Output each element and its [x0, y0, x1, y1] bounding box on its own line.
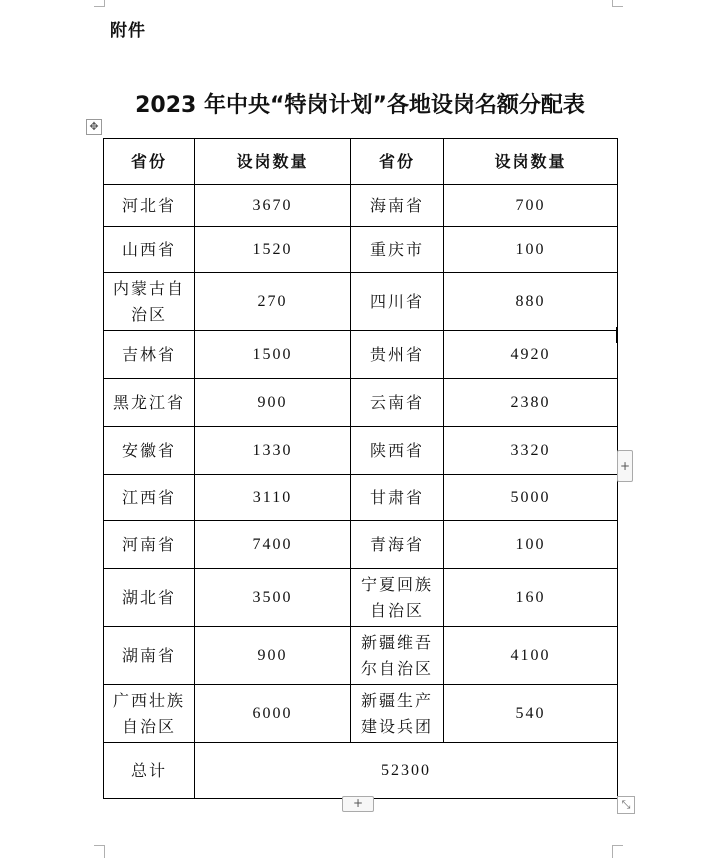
province-cell: 河北省	[104, 185, 195, 227]
header-quota-1: 设岗数量	[195, 139, 351, 185]
province-cell: 甘肃省	[351, 475, 444, 521]
quota-cell: 160	[444, 569, 618, 627]
quota-cell: 2380	[444, 379, 618, 427]
quota-cell: 1330	[195, 427, 351, 475]
quota-cell: 4920	[444, 331, 618, 379]
province-cell: 河南省	[104, 521, 195, 569]
quota-cell: 1520	[195, 227, 351, 273]
province-cell: 贵州省	[351, 331, 444, 379]
province-cell: 云南省	[351, 379, 444, 427]
province-cell: 海南省	[351, 185, 444, 227]
header-province-2: 省份	[351, 139, 444, 185]
province-cell: 四川省	[351, 273, 444, 331]
table-row	[104, 521, 618, 569]
province-cell: 黑龙江省	[104, 379, 195, 427]
quota-cell: 7400	[195, 521, 351, 569]
table-row	[104, 227, 618, 273]
crop-mark-bottom-right	[612, 845, 623, 858]
table-row	[104, 627, 618, 685]
header-province-1: 省份	[104, 139, 195, 185]
attachment-label: 附件	[110, 21, 146, 41]
crop-mark-bottom-left	[94, 845, 105, 858]
allocation-table	[103, 138, 618, 799]
table-header-row	[104, 139, 618, 185]
page-title: 2023 年中央“特岗计划”各地设岗名额分配表	[135, 93, 585, 118]
add-row-button[interactable]: +	[342, 796, 374, 812]
quota-cell: 3670	[195, 185, 351, 227]
header-quota-2: 设岗数量	[444, 139, 618, 185]
total-row	[104, 743, 618, 799]
province-cell: 宁夏回族自治区	[351, 569, 444, 627]
quota-cell: 4100	[444, 627, 618, 685]
quota-cell: 540	[444, 685, 618, 743]
total-label: 总计	[104, 743, 195, 799]
quota-cell: 3320	[444, 427, 618, 475]
quota-cell: 100	[444, 227, 618, 273]
province-cell: 青海省	[351, 521, 444, 569]
province-cell: 湖北省	[104, 569, 195, 627]
crop-mark-top-left	[94, 0, 105, 7]
province-cell: 湖南省	[104, 627, 195, 685]
table-move-icon[interactable]: ✥	[86, 119, 102, 135]
quota-cell: 900	[195, 627, 351, 685]
quota-cell: 700	[444, 185, 618, 227]
quota-cell: 270	[195, 273, 351, 331]
quota-cell: 3110	[195, 475, 351, 521]
quota-cell: 6000	[195, 685, 351, 743]
province-cell: 广西壮族自治区	[104, 685, 195, 743]
table-resize-icon[interactable]: ⤡	[617, 796, 635, 814]
add-column-button[interactable]: +	[617, 450, 633, 482]
table-row	[104, 185, 618, 227]
province-cell: 山西省	[104, 227, 195, 273]
province-cell: 新疆生产建设兵团	[351, 685, 444, 743]
text-caret	[616, 327, 618, 343]
quota-cell: 1500	[195, 331, 351, 379]
table-row	[104, 379, 618, 427]
province-cell: 江西省	[104, 475, 195, 521]
table-row	[104, 685, 618, 743]
province-cell: 陕西省	[351, 427, 444, 475]
table-row	[104, 273, 618, 331]
table-row	[104, 475, 618, 521]
quota-cell: 100	[444, 521, 618, 569]
total-value: 52300	[195, 743, 618, 799]
province-cell: 吉林省	[104, 331, 195, 379]
province-cell: 安徽省	[104, 427, 195, 475]
province-cell: 内蒙古自治区	[104, 273, 195, 331]
crop-mark-top-right	[612, 0, 623, 7]
quota-cell: 3500	[195, 569, 351, 627]
province-cell: 重庆市	[351, 227, 444, 273]
quota-cell: 880	[444, 273, 618, 331]
province-cell: 新疆维吾尔自治区	[351, 627, 444, 685]
table-row	[104, 331, 618, 379]
table-row	[104, 427, 618, 475]
table-row	[104, 569, 618, 627]
quota-cell: 5000	[444, 475, 618, 521]
quota-cell: 900	[195, 379, 351, 427]
